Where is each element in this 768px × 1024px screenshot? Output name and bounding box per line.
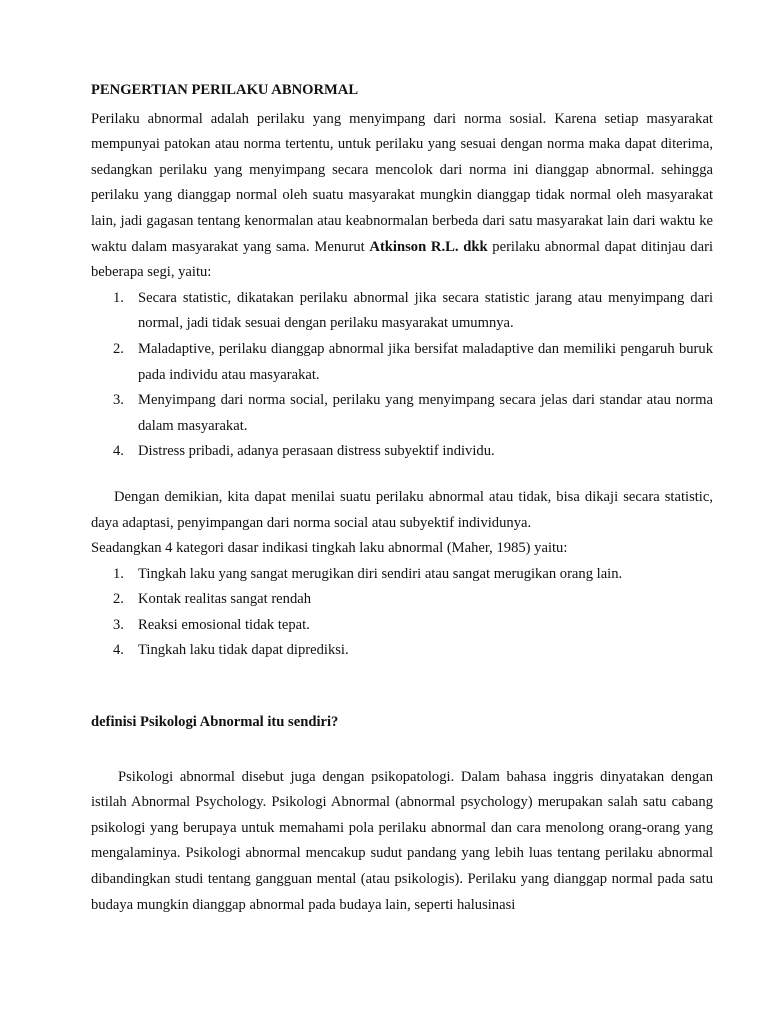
list-item-text: Tingkah laku tidak dapat diprediksi.: [138, 642, 349, 659]
list-number: 4.: [113, 642, 124, 659]
spacer: [91, 465, 713, 485]
section-heading-pengertian: PENGERTIAN PERILAKU ABNORMAL: [91, 82, 359, 98]
intro-text: Perilaku abnormal adalah perilaku yang menyimpang dari norma sosial. Karena setiap masyarakat mempunyai patokan atau norma tertentu, untuk perilaku yang sesuai dengan norma maka dapat diterima, sedangkan perilaku yang menyimpang secara mencolok dari norma ini dianggap abnormal. sehingga perilaku yang dianggap normal oleh suatu masyarakat mungkin dianggap tidak normal oleh masyarakat lain, jadi gagasan tentang kenormalan atau keabnormalan berbeda dari satu masyarakat lain dari waktu ke waktu dalam masyarakat yang sama. Menurut: [91, 110, 713, 255]
list-item: [91, 388, 713, 439]
list-item: [91, 613, 713, 639]
definition-paragraph: Psikologi abnormal disebut juga dengan psikopatologi. Dalam bahasa inggris dinyatakan dengan istilah Abnormal Psychology. Psikologi Abnormal (abnormal psychology) merupakan salah satu cabang psikologi yang berupaya untuk memahami pola perilaku abnormal dan cara menolong orang-orang yang mengalaminya. Psikologi abnormal mencakup sudut pandang yang lebih luas tentang perilaku abnormal dibandingkan studi tentang gangguan mental (atau psikologis). Perilaku yang dianggap normal pada satu budaya mungkin dianggap abnormal pada budaya lain, seperti halusinasi: [91, 768, 713, 913]
spacer: [91, 664, 713, 710]
list-number: 1.: [113, 565, 124, 582]
maher-list: [91, 562, 713, 664]
section-heading-definisi: definisi Psikologi Abnormal itu sendiri?: [91, 714, 339, 731]
list-number: 1.: [113, 289, 124, 306]
list-item-text: Secara statistic, dikatakan perilaku abnormal jika secara statistic jarang atau menyimpang dari normal, jadi tidak sesuai dengan perilaku masyarakat umumnya.: [138, 289, 713, 332]
list-item: [91, 587, 713, 613]
conclusion-paragraph: Dengan demikian, kita dapat menilai suatu perilaku abnormal atau tidak, bisa dikaji secara statistic, daya adaptasi, penyimpangan dari norma social atau subyektif individunya.: [91, 488, 713, 531]
list-number: 3.: [113, 616, 124, 633]
list-item: [91, 337, 713, 388]
author-reference: Atkinson R.L. dkk: [369, 238, 488, 255]
list-item: [91, 638, 713, 664]
list-item-text: Menyimpang dari norma social, perilaku yang menyimpang secara jelas dari standar atau norma dalam masyarakat.: [138, 392, 713, 434]
list-number: 3.: [113, 392, 124, 409]
intro-text-end: perilaku abnormal dapat ditinjau dari beberapa segi, yaitu:: [91, 238, 713, 281]
list-item-text: Distress pribadi, adanya perasaan distress subyektif individu.: [138, 443, 495, 460]
list-item-text: Reaksi emosional tidak tepat.: [138, 616, 310, 633]
document-page: [91, 78, 713, 918]
list-item-text: Tingkah laku yang sangat merugikan diri sendiri atau sangat merugikan orang lain.: [138, 565, 623, 582]
intro-paragraph: [91, 107, 713, 286]
list-item-text: Maladaptive, perilaku dianggap abnormal jika bersifat maladaptive dan memiliki pengaruh buruk pada individu atau masyarakat.: [138, 340, 713, 383]
list-item-text: Kontak realitas sangat rendah: [138, 591, 312, 608]
list-number: 2.: [113, 340, 124, 357]
criteria-list: [91, 286, 713, 465]
list-item: [91, 286, 713, 337]
spacer: [91, 739, 713, 765]
list-number: 2.: [113, 591, 124, 608]
maher-intro: Seadangkan 4 kategori dasar indikasi tingkah laku abnormal (Maher, 1985) yaitu:: [91, 540, 568, 557]
list-number: 4.: [113, 443, 124, 460]
list-item: [91, 562, 713, 588]
list-item: [91, 439, 713, 465]
